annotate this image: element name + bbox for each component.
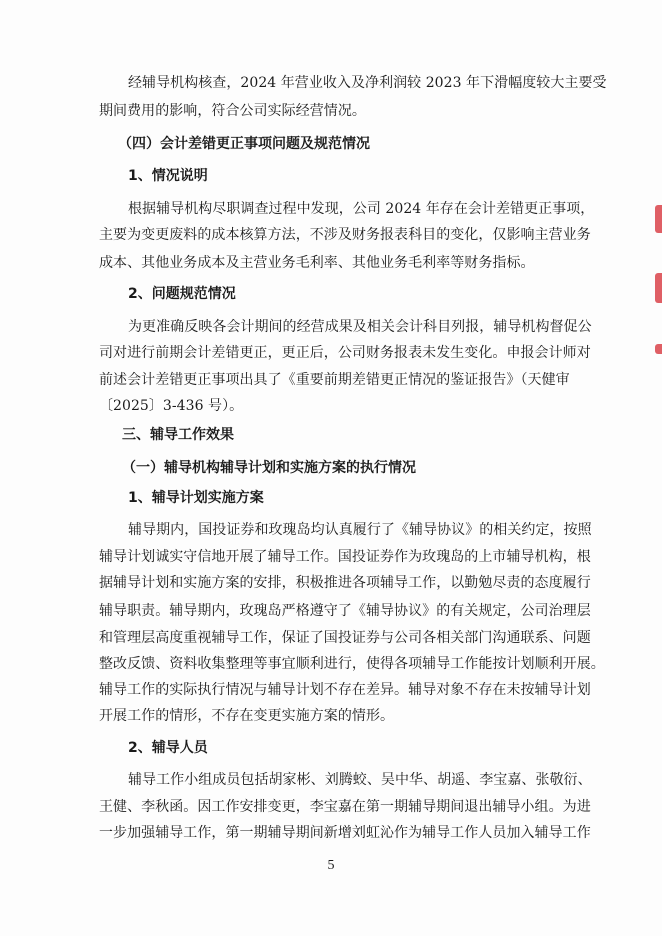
- paragraph-line: 司对进行前期会计差错更正，更正后，公司财务报表未发生变化。申报会计师对: [99, 345, 591, 361]
- paragraph-line: 〔2025〕3-436 号）。: [99, 398, 244, 414]
- paragraph-line: 为更准确反映各会计期间的经营成果及相关会计科目列报，辅导机构督促公: [128, 319, 592, 335]
- paragraph-line: 王健、李秋函。因工作安排变更，李宝嘉在第一期辅导期间退出辅导小组。为进: [99, 799, 591, 815]
- section-heading: 三、辅导工作效果: [122, 427, 234, 443]
- subsection-heading: 1、辅导计划实施方案: [128, 490, 264, 506]
- paragraph-line: 辅导工作小组成员包括胡家彬、刘腾蛟、吴中华、胡遥、李宝嘉、张敬衍、: [128, 772, 592, 788]
- paragraph-line: 期间费用的影响，符合公司实际经营情况。: [99, 103, 366, 119]
- paragraph-line: 辅导职责。辅导期内，玫瑰岛严格遵守了《辅导协议》的有关规定，公司治理层: [99, 603, 591, 619]
- paragraph-line: 辅导计划诚实守信地开展了辅导工作。国投证券作为玫瑰岛的上市辅导机构，根: [99, 549, 591, 565]
- paragraph-line: 整改反馈、资料收集整理等事宜顺利进行，使得各项辅导工作能按计划顺利开展。: [99, 656, 605, 672]
- paragraph-line: 成本、其他业务成本及主营业务毛利率、其他业务毛利率等财务指标。: [99, 255, 535, 271]
- subsection-heading: 2、辅导人员: [128, 740, 208, 756]
- paragraph-line: 辅导期内，国投证券和玫瑰岛均认真履行了《辅导协议》的相关约定，按照: [128, 522, 592, 538]
- subsection-heading: 2、问题规范情况: [128, 286, 236, 302]
- paragraph-line: 和管理层高度重视辅导工作，保证了国投证券与公司各相关部门沟通联系、问题: [99, 630, 591, 646]
- subsection-heading: 1、情况说明: [128, 168, 208, 184]
- paragraph-line: 根据辅导机构尽职调查过程中发现，公司 2024 年存在会计差错更正事项，: [128, 201, 595, 217]
- page-number: 5: [327, 858, 335, 873]
- paragraph-line: 主要为变更废料的成本核算方法，不涉及财务报表科目的变化，仅影响主营业务: [99, 227, 591, 243]
- seal-mark: [655, 273, 662, 303]
- paragraph-line: 经辅导机构核查，2024 年营业收入及净利润较 2023 年下滑幅度较大主要受: [128, 75, 607, 91]
- seal-mark: [655, 205, 662, 233]
- section-heading: （四）会计差错更正事项问题及规范情况: [118, 136, 370, 152]
- paragraph-line: 辅导工作的实际执行情况与辅导计划不存在差异。辅导对象不存在未按辅导计划: [99, 682, 591, 698]
- paragraph-line: 开展工作的情形，不存在变更实施方案的情形。: [99, 708, 395, 724]
- paragraph-line: 一步加强辅导工作，第一期辅导期间新增刘虹沁作为辅导工作人员加入辅导工作: [99, 825, 591, 841]
- section-heading: （一）辅导机构辅导计划和实施方案的执行情况: [122, 460, 416, 476]
- paragraph-line: 据辅导计划和实施方案的安排，积极推进各项辅导工作，以勤勉尽责的态度履行: [99, 575, 591, 591]
- seal-mark: [655, 344, 662, 354]
- paragraph-line: 前述会计差错更正事项出具了《重要前期差错更正情况的鉴证报告》（天健审: [99, 372, 570, 388]
